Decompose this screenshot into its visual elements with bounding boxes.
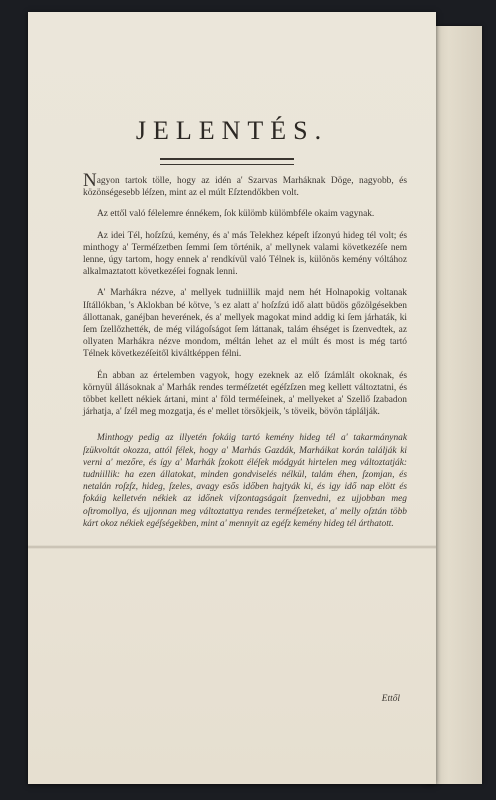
body-text — [83, 170, 407, 539]
paragraph-4: A' Marhákra nézve, a' mellyek tudniillik majd nem hét Holnapokig voltanak Iſtállókban, 's Aklokban bé kötve, 's ez alatt a' hoſzſzú idő alatt büdös gőzölgésekben állottanak, ganéjban heverének, és a' mellyek magokat mind addig ki ſem járhaták, ki ſem ſzellőzhették, de még világoſságot ſem láttanak, talám éhséget is ſzenvedtek, az ollyaten Marhákra nézve mondom, méltán lehet az el múlt és most is még tartó Télnek következéſeitől kiváltképpen félni. — [83, 288, 407, 360]
paragraph-6-italic: Minthogy pedig az illyetén fokáig tartó kemény hideg tél a' takarmánynak ſzükvoltát okozza, attól félek, hogy a' Marhás Gazdák, Marháikat korán találják ki verni a' mezőre, és így a' Marhák ſzokott éléſek módgyát hirtelen meg változtatják: tudniillik: ha ezen állatokat, minden gondviselés nélkül, talám éhen, ſzomjan, és netalán roſzſz, hideg, ſzeles, avagy esős időben hajtyák ki, és igy idő nap elött és fokáig kelletvén nékiek az időnek viſzontagságait ſzenvedni, ez ujjobban meg oſtromollya, és ujjonnan meg változtattya rendes terméſzeteket, a' melly oſztán több kárt okoz nékiek egéſségekben, mint a' mennyit az egéſz kemény hideg tél árthatott. — [83, 433, 407, 529]
drop-initial: N — [83, 170, 97, 191]
paragraph-1 — [83, 170, 407, 199]
paragraph-3: Az idei Tél, hoſzſzú, kemény, és a' más Telekhez képeſt iſzonyú hideg tél volt; és minthogy a' Terméſzetben ſemmi ſem történik, a' mellynek valami következéſe nem lenne, úgy tartom, hogy ennek a' rendkívül való Télnek is, különös kemény vóltához alkalmaztatott következéſei fognak lenni. — [83, 230, 407, 278]
catchword: Ettől — [381, 694, 400, 704]
paragraph-2: Az ettől való félelemre énnékem, ſok külömb külömbféle okaim vagynak. — [97, 209, 375, 220]
paragraph-1-text: agyon tartok tölle, hogy az idén a' Szarvas Marháknak Döge, nagyobb, és közönségesebb léſzen, mint az el múlt Eſztendőkben volt. — [83, 176, 407, 199]
paragraph-5: Én abban az értelemben vagyok, hogy ezeknek az elő ſzámlált okoknak, és környül állásoknak a' Marhák rendes terméſzetét egéſzſzen meg kellett változtatni, és többet kellett nékiek ártani, mint a' föld terméſeinek, a' mellyeket a' Szellő ſzabadon járhatja, a' ſzél meg mozgatja, és e' mellet törsökjeik, 's töveik, bövön táplálják. — [83, 370, 407, 418]
document-page — [28, 12, 436, 784]
page-title: JELENTÉS. — [135, 116, 329, 145]
fold-crease — [28, 545, 436, 549]
title-rule — [160, 158, 294, 165]
